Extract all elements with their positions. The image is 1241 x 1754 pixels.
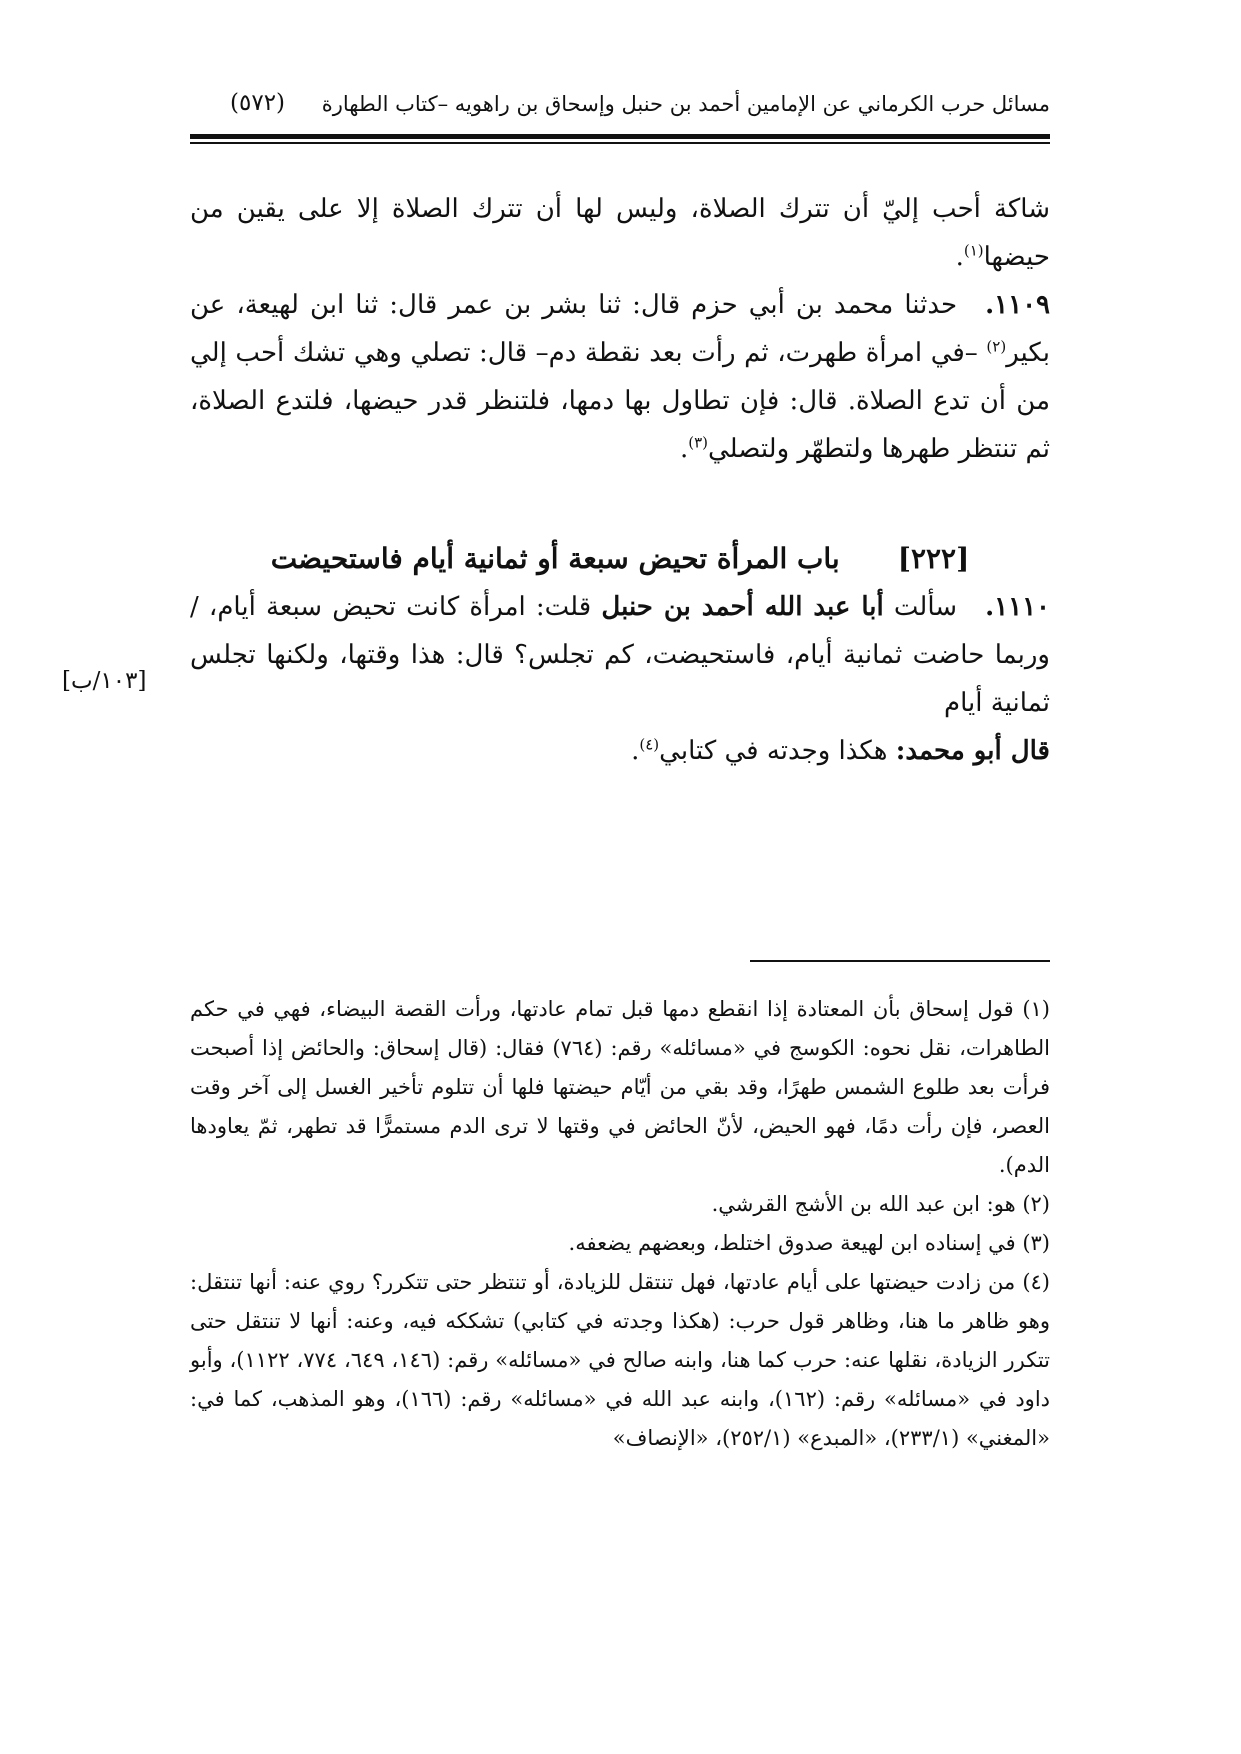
item-1109 (190, 281, 1050, 473)
footnote-2: (٢) هو: ابن عبد الله بن الأشج القرشي. (711, 1192, 1050, 1216)
footnote-ref[interactable]: (٤) (639, 735, 660, 754)
item-1110 (190, 583, 1050, 727)
item-text: –في امرأة طهرت، ثم رأت بعد نقطة دم– قال: تصلي وهي تشك أحب إلي من أن تدع الصلاة. قال: فإن تطاول بها دمها، فلتنظر قدر حيضها، فلتدع الصلاة، ثم تنتظر طهرها ولتطهّر ولتصلي (190, 338, 1050, 464)
footnote-ref[interactable]: (٢) (986, 337, 1007, 356)
note-text: هكذا وجدته في كتابي (659, 736, 896, 766)
page-number: (٥٧٢) (230, 90, 286, 116)
footnotes (190, 990, 1050, 1458)
footnote-4: (٤) من زادت حيضتها على أيام عادتها، فهل تنتقل للزيادة، أو تنتظر حتى تتكرر؟ روي عنه: أنها تنتقل: وهو ظاهر ما هنا، وظاهر قول حرب: (هكذا وجدته في كتابي) تشككه فيه، وعنه: أنها لا تنتقل حتى تتكرر الزيادة، نقلها عنه: حرب كما هنا، وابنه صالح في «مسائله» رقم: (١٤٦، ٦٤٩، ٧٧٤، ١١٢٢)، وأبو داود في «مسائله» رقم: (١٦٢)، وابنه عبد الله في «مسائله» رقم: (١٦٦)، وهو المذهب، كما في: «المغني» (٢٣٣/١)، «المبدع» (٢٥٢/١)، «الإنصاف» (190, 1270, 1051, 1450)
chapter-title: باب المرأة تحيض سبعة أو ثمانية أيام فاستحيضت (270, 542, 840, 575)
header-title: مسائل حرب الكرماني عن الإمامين أحمد بن حنبل وإسحاق بن راهويه –كتاب الطهارة (321, 92, 1050, 116)
scholar-name: أبا عبد الله أحمد بن حنبل (601, 592, 884, 622)
abu-muhammad-note (190, 727, 1050, 775)
item-text: قلت: امرأة كانت تحيض سبعة أيام، / وربما حاضت ثمانية أيام، فاستحيضت، كم تجلس؟ قال: هذا وقتها، ولكنها تجلس ثمانية أيام (190, 592, 1050, 718)
chapter-number: [٢٢٢] (897, 542, 970, 575)
item-number: ١١١٠. (985, 592, 1050, 622)
item-end: . (679, 434, 689, 464)
item-text: سألت (883, 592, 958, 622)
manuscript-folio-note: [١٠٣/ب] (62, 668, 147, 694)
running-header (230, 88, 1050, 128)
footnote-ref[interactable]: (١) (963, 241, 984, 260)
section-gap (190, 473, 1050, 535)
speaker-label: قال أبو محمد: (895, 736, 1050, 766)
item-text: حدثنا محمد بن أبي حزم قال: ثنا بشر بن عمر قال: ثنا ابن لهيعة، عن بكير (190, 290, 1050, 368)
main-text (190, 185, 1050, 775)
header-rule-thin (190, 142, 1050, 144)
footnote-separator (750, 960, 1050, 962)
note-end: . (631, 736, 640, 766)
footnote-3: (٣) في إسناده ابن لهيعة صدوق اختلط، وبعضهم يضعفه. (568, 1231, 1050, 1255)
header-rule-thick (190, 134, 1050, 139)
paragraph-continuation (190, 185, 1050, 281)
paragraph-text: شاكة أحب إليّ أن تترك الصلاة، وليس لها أن تترك الصلاة إلا على يقين من حيضها (190, 194, 1050, 272)
footnote-ref[interactable]: (٣) (688, 433, 708, 452)
chapter-heading (190, 535, 1050, 583)
paragraph-end: . (955, 242, 964, 272)
item-number: ١١٠٩. (985, 290, 1050, 320)
footnote-1: (١) قول إسحاق بأن المعتادة إذا انقطع دمها قبل تمام عادتها، ورأت القصة البيضاء، فهي في حكم الطاهرات، نقل نحوه: الكوسج في «مسائله» رقم: (٧٦٤) فقال: (قال إسحاق: والحائض إذا أصبحت فرأت بعد طلوع الشمس طهرًا، وقد بقي من أيّام حيضتها فلها أن تتلوم تأخير الغسل إلى آخر وقت العصر، فإن رأت دمًا، فهو الحيض، لأنّ الحائض في وقتها لا ترى الدم مستمرًّا قد تطهر، ثمّ يعاودها الدم). (190, 997, 1050, 1177)
